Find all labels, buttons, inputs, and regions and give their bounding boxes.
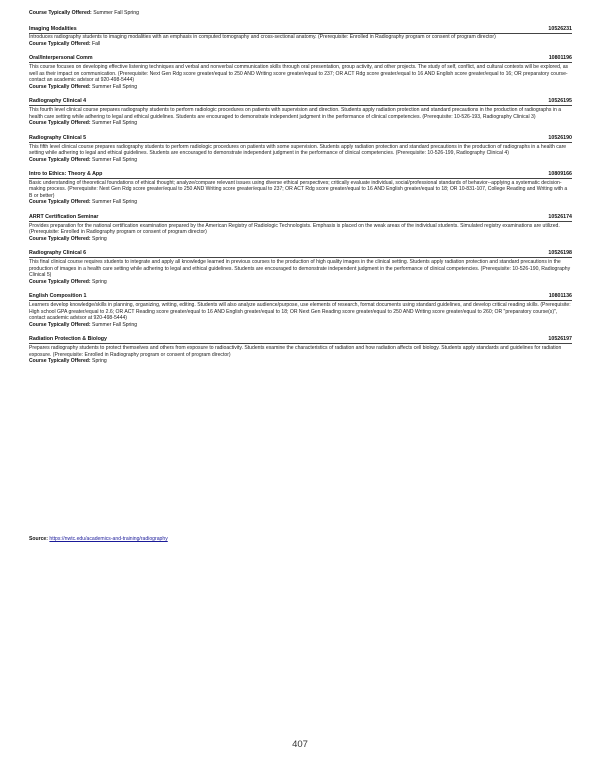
course-block (29, 135, 572, 163)
course-block (29, 171, 572, 206)
course-header (29, 214, 572, 222)
course-code: 10526197 (548, 336, 572, 343)
course-description: This final clinical course requires students to integrate and apply all knowledge learned in previous courses to the production of high quality images in the clinical setting. Students apply radiation protection and standard precautions in the production of images in a health care setting while adhering to legal and ethical guidelines. Students are encouraged to demonstrate independent judgment in the performance of clinical competencies. (Prerequisite: 10-526-190, Radiography Clinical 5) (29, 259, 571, 279)
course-header (29, 336, 572, 344)
course-description: Introduces radiography students to imaging modalities with an emphasis in computed tomography and cross-sectional anatomy. (Prerequisite: Enrolled in Radiography program or consent of program director) (29, 34, 496, 41)
source-line (29, 536, 168, 543)
course-offered: Course Typically Offered: Spring (29, 358, 107, 365)
course-title: Radiography Clinical 6 (29, 250, 87, 257)
course-title: ARRT Certification Seminar (29, 213, 99, 220)
course-description: Basic understanding of theoretical foundations of ethical thought; analyze/compare relevant issues using diverse ethical perspectives; critically evaluate individual, social/professional standards of behavior--applying a systematic decision-making process. (Prerequisite: Next Gen Rdg score greater/equal to 250 AND Writing score greater/equal to 237; OR ACT Rdg score greater/equal to 16 AND English greater/equal to 18; OR 10-831-107, College Reading and Writing with a B or better) (29, 179, 568, 199)
course-title: Radiography Clinical 5 (29, 134, 87, 141)
course-code: 10526198 (548, 250, 572, 257)
course-header (29, 26, 572, 34)
course-header (29, 250, 572, 258)
course-header (29, 55, 572, 63)
course-code: 10801136 (548, 293, 572, 300)
course-code: 10526231 (548, 25, 572, 32)
offered-value: Summer Fall Spring (91, 10, 140, 16)
course-code: 10809166 (548, 171, 572, 178)
course-header (29, 293, 572, 301)
course-offered: Course Typically Offered: Summer Fall Spring (29, 199, 138, 206)
course-description: This fourth level clinical course prepares radiography students to perform radiologic procedures on patients with supervision and direction. Students apply radiation protection and standard precautions in the production of radiographs in a health care setting while adhering to legal and ethical guidelines. Students are encouraged to demonstrate independent judgment in the performance of clinical competencies. (Prerequisite: 10-526-193, Radiography Clinical 3) (29, 107, 562, 120)
course-description: Learners develop knowledge/skills in planning, organizing, writing, editing. Students will also analyze audience/purpose, use elements of research, format documents using standard guidelines, and develop critical reading skills. (Prerequisite: High school GPA greater/equal to 2.6; OR ACT Reading score greater/equal to 16 AND English greater/equal to 18; OR Next Gen Reading score greater/equal to 250 AND Writing score greater/equal to 260; OR "preparatory course(s)", contact academic advisor at 920-498-5444) (29, 302, 571, 322)
course-title: Radiography Clinical 4 (29, 98, 87, 105)
source-label: Source: (29, 536, 48, 542)
course-block (29, 293, 572, 328)
course-block (29, 336, 572, 364)
course-offered: Course Typically Offered: Fall (29, 40, 101, 47)
course-description: This fifth level clinical course prepares radiography students to perform radiologic procedures on patients with some supervision. Students apply radiation protection and standard precautions in the production of radiographs in a health care setting while adhering to legal and ethical guidelines. Students are encouraged to demonstrate independent judgment in the performance of clinical competencies. (Prerequisite: 10-526-199, Radiography Clinical 4) (29, 143, 567, 157)
course-title: English Composition 1 (29, 293, 87, 300)
course-offered: Course Typically Offered: Spring (29, 235, 107, 242)
course-block (29, 55, 572, 90)
course-listing (29, 10, 572, 373)
course-code: 10526190 (548, 134, 572, 141)
top-offered-line (29, 10, 572, 17)
course-title: Oral/Interpersonal Comm (29, 55, 93, 62)
page-number: 407 (292, 739, 308, 750)
course-title: Intro to Ethics: Theory & App (29, 171, 103, 178)
course-offered: Course Typically Offered: Summer Fall Spring (29, 120, 138, 127)
course-offered: Course Typically Offered: Summer Fall Spring (29, 156, 138, 163)
course-header (29, 98, 572, 106)
course-code: 10526195 (548, 98, 572, 105)
course-header (29, 135, 572, 143)
course-offered: Course Typically Offered: Spring (29, 278, 107, 285)
course-offered: Course Typically Offered: Summer Fall Spring (29, 321, 138, 328)
course-description: Prepares radiography students to protect themselves and others from exposure to radioactivity. Students examine the characteristics of radiation and how radiation affects cell biology. Students apply standards and guidelines for radiation exposure. (Prerequisite: Enrolled in Radiography program or consent of program director) (29, 345, 562, 358)
course-code: 10801196 (548, 55, 572, 62)
course-description: Provides preparation for the national certification examination prepared by the American Registry of Radiologic Technologists. Emphasis is placed on the weak areas of the individual students. Simulated registry examinations are utilized. (Prerequisite: Enrolled in Radiography program or consent of program director) (29, 222, 560, 236)
offered-label: Course Typically Offered: (29, 10, 92, 16)
course-offered: Course Typically Offered: Summer Fall Spring (29, 83, 138, 90)
course-description: This course focuses on developing effective listening techniques and verbal and nonverbal communication skills through oral presentation, group activity, and other projects. The study of self, conflict, and cultural contexts will be explored, as well as their impact on communication. (Prerequisite: Next Gen Rdg score greater/equal to 250 AND Writing score greater/equal to 237; OR ACT Rdg score greater/equal to 16 AND English score greater/equal to 16; OR preparatory course-contact an academic advisor at 920-498-5444) (29, 64, 569, 84)
course-block (29, 98, 572, 126)
course-title: Radiation Protection & Biology (29, 336, 107, 343)
source-link[interactable]: https://nwtc.edu/academics-and-training/radiography (49, 536, 168, 542)
course-header (29, 171, 572, 179)
course-block (29, 26, 572, 48)
course-block (29, 250, 572, 285)
course-code: 10526174 (548, 213, 572, 220)
course-title: Imaging Modalities (29, 25, 77, 32)
course-block (29, 214, 572, 242)
